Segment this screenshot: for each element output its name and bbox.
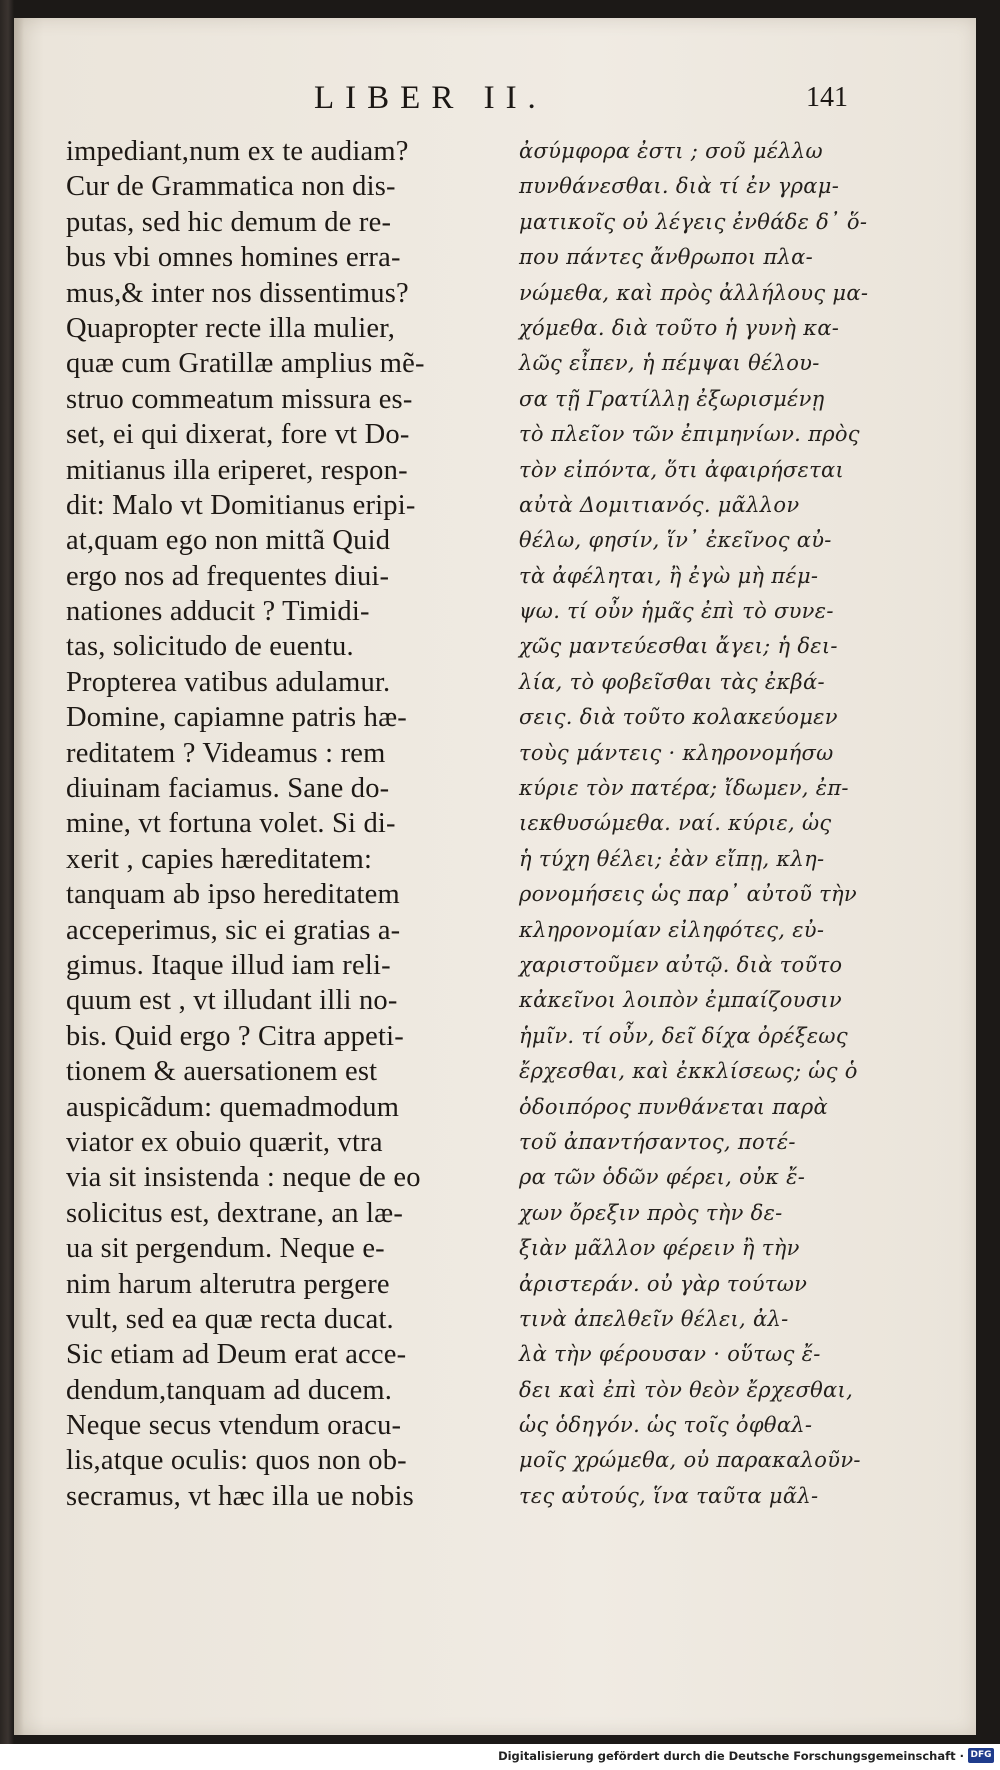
latin-text-line: dit: Malo vt Domitianus eripi- — [66, 489, 416, 521]
greek-text-line: σεις. διὰ τοῦτο κολακεύομεν — [519, 705, 838, 730]
latin-text-line: lis,atque oculis: quos non ob- — [66, 1445, 407, 1477]
latin-text-line: tanquam ab ipso hereditatem — [66, 879, 400, 911]
greek-text-line: χόμεθα. διὰ τοῦτο ἡ γυνὴ κα- — [519, 315, 840, 340]
greek-text-line: νώμεθα, καὶ πρὸς ἀλλήλους μα- — [519, 280, 869, 305]
latin-text-line: nationes adducit ? Timidi- — [66, 596, 370, 628]
greek-text-line: ἀριστεράν. οὐ γὰρ τούτων — [519, 1271, 808, 1296]
latin-text-line: bis. Quid ergo ? Citra appeti- — [66, 1020, 404, 1052]
greek-text-line: τοῦ ἀπαντήσαντος, ποτέ- — [519, 1129, 796, 1154]
latin-text-line: Sic etiam ad Deum erat acce- — [66, 1339, 407, 1371]
latin-text-line: solicitus est, dextrane, an læ- — [66, 1197, 404, 1229]
greek-text-column — [519, 134, 959, 1514]
latin-text-line: mus,& inter nos dissentimus? — [66, 277, 409, 309]
greek-text-line: κύριε τὸν πατέρα; ἴδωμεν, ἐπ- — [519, 776, 849, 801]
latin-text-column — [66, 134, 496, 1514]
digitization-footer — [0, 1744, 1000, 1770]
latin-text-line: putas, sed hic demum de re- — [66, 206, 392, 238]
greek-text-line: χαριστοῦμεν αὐτῷ. διὰ τοῦτο — [519, 952, 843, 977]
greek-text-line: τὰ ἀφέληται, ἢ ἐγὼ μὴ πέμ- — [519, 563, 819, 588]
greek-text-line: ὡς ὁδηγόν. ὡς τοῖς ὀφθαλ- — [519, 1413, 813, 1438]
latin-text-line: acceperimus, sic ei gratias a- — [66, 914, 401, 946]
greek-text-line: ιεκθυσώμεθα. ναί. κύριε, ὡς — [519, 811, 832, 836]
running-head — [14, 80, 976, 120]
latin-text-line: Neque secus vtendum oracu- — [66, 1410, 402, 1442]
greek-text-line: χων ὄρεξιν πρὸς τὴν δε- — [519, 1200, 783, 1225]
greek-text-line: τὸν εἰπόντα, ὅτι ἀφαιρήσεται — [519, 457, 844, 482]
footer-credit: Digitalisierung gefördert durch die Deutsche Forschungsgemeinschaft · — [498, 1749, 964, 1763]
greek-text-line: μοῖς χρώμεθα, οὐ παρακαλοῦν- — [519, 1448, 861, 1473]
dfg-logo-icon: DFG — [968, 1748, 994, 1763]
book-page — [14, 18, 976, 1735]
latin-text-line: quum est , vt illudant illi no- — [66, 985, 398, 1017]
greek-text-line: ἡ τύχη θέλει; ἐὰν εἴπῃ, κλη- — [519, 846, 825, 871]
latin-text-line: xerit , capies hæreditatem: — [66, 843, 373, 875]
greek-text-line: κληρονομίαν εἰληφότες, εὐ- — [519, 917, 825, 942]
latin-text-line: mitianus illa eriperet, respon- — [66, 454, 408, 486]
greek-text-line: λῶς εἶπεν, ἡ πέμψαι θέλου- — [519, 351, 820, 376]
greek-text-line: ἡμῖν. τί οὖν, δεῖ δίχα ὀρέξεως — [519, 1023, 848, 1048]
greek-text-line: ρα τῶν ὁδῶν φέρει, οὐκ ἔ- — [519, 1165, 806, 1190]
running-title: LIBER II. — [314, 80, 547, 116]
latin-text-line: tas, solicitudo de euentu. — [66, 631, 354, 663]
greek-text-line: ἀσύμφορα ἐστι ; σοῦ μέλλω — [519, 139, 823, 163]
latin-text-line: tionem & auersationem est — [66, 1056, 378, 1088]
latin-text-line: auspicãdum: quemadmodum — [66, 1091, 400, 1123]
greek-text-line: δει καὶ ἐπὶ τὸν θεὸν ἔρχεσθαι, — [519, 1377, 854, 1402]
latin-text-line: Quapropter recte illa mulier, — [66, 312, 396, 344]
latin-text-line: Cur de Grammatica non dis- — [66, 171, 396, 203]
greek-text-line: κἀκεῖνοι λοιπὸν ἐμπαίζουσιν — [519, 988, 842, 1013]
greek-text-line: λὰ τὴν φέρουσαν · οὕτως ἔ- — [519, 1342, 821, 1367]
latin-text-line: Domine, capiamne patris hæ- — [66, 702, 407, 734]
greek-text-line: ξιὰν μᾶλλον φέρειν ἢ τὴν — [519, 1236, 800, 1261]
latin-text-line: dendum,tanquam ad ducem. — [66, 1374, 393, 1406]
latin-text-line: reditatem ? Videamus : rem — [66, 737, 386, 769]
latin-text-line: gimus. Itaque illud iam reli- — [66, 949, 391, 981]
latin-text-line: struo commeatum missura es- — [66, 383, 413, 415]
page-number: 141 — [806, 82, 848, 113]
greek-text-line: τινὰ ἀπελθεῖν θέλει, ἀλ- — [519, 1306, 789, 1331]
greek-text-line: ψω. τί οὖν ἡμᾶς ἐπὶ τὸ συνε- — [519, 599, 834, 624]
latin-text-line: Propterea vatibus adulamur. — [66, 666, 391, 698]
greek-text-line: ρονομήσεις ὡς παρ᾽ αὐτοῦ τὴν — [519, 882, 857, 907]
greek-text-line: τοὺς μάντεις · κληρονομήσω — [519, 740, 834, 765]
greek-text-line: πυνθάνεσθαι. διὰ τί ἐν γραμ- — [519, 174, 840, 199]
latin-text-line: via sit insistenda : neque de eo — [66, 1162, 421, 1194]
greek-text-line: τὸ πλεῖον τῶν ἐπιμηνίων. πρὸς — [519, 422, 860, 447]
greek-text-line: τες αὐτούς, ἵνα ταῦτα μᾶλ- — [519, 1483, 819, 1508]
latin-text-line: diuinam faciamus. Sane do- — [66, 773, 390, 805]
latin-text-line: quæ cum Gratillæ amplius mẽ- — [66, 348, 425, 380]
latin-text-line: ergo nos ad frequentes diui- — [66, 560, 390, 592]
latin-text-line: ua sit pergendum. Neque e- — [66, 1233, 385, 1265]
latin-text-line: viator ex obuio quærit, vtra — [66, 1126, 383, 1158]
greek-text-line: λία, τὸ φοβεῖσθαι τὰς ἐκβά- — [519, 669, 825, 694]
latin-text-line: mine, vt fortuna volet. Si di- — [66, 808, 396, 840]
greek-text-line: θέλω, φησίν, ἵν᾽ ἐκεῖνος αὐ- — [519, 528, 832, 553]
latin-text-line: vult, sed ea quæ recta ducat. — [66, 1303, 394, 1335]
latin-text-line: at,quam ego non mittã Quid — [66, 525, 391, 557]
latin-text-line: nim harum alterutra pergere — [66, 1268, 390, 1300]
greek-text-line: που πάντες ἄνθρωποι πλα- — [519, 245, 813, 270]
greek-text-line: αὐτὰ Δομιτιανός. μᾶλλον — [519, 492, 800, 517]
greek-text-line: ματικοῖς οὐ λέγεις ἐνθάδε δ᾽ ὅ- — [519, 209, 868, 234]
greek-text-line: ὁδοιπόρος πυνθάνεται παρὰ — [519, 1094, 828, 1119]
latin-text-line: impediant,num ex te audiam? — [66, 136, 409, 167]
latin-text-line: secramus, vt hæc illa ue nobis — [66, 1480, 414, 1512]
greek-text-line: σα τῇ Γρατίλλῃ ἐξωρισμένῃ — [519, 386, 825, 411]
latin-text-line: set, ei qui dixerat, fore vt Do- — [66, 419, 410, 451]
latin-text-line: bus vbi omnes homines erra- — [66, 242, 401, 274]
greek-text-line: ἔρχεσθαι, καὶ ἐκκλίσεως; ὡς ὁ — [519, 1059, 858, 1084]
greek-text-line: χῶς μαντεύεσθαι ἄγει; ἡ δει- — [519, 634, 838, 659]
